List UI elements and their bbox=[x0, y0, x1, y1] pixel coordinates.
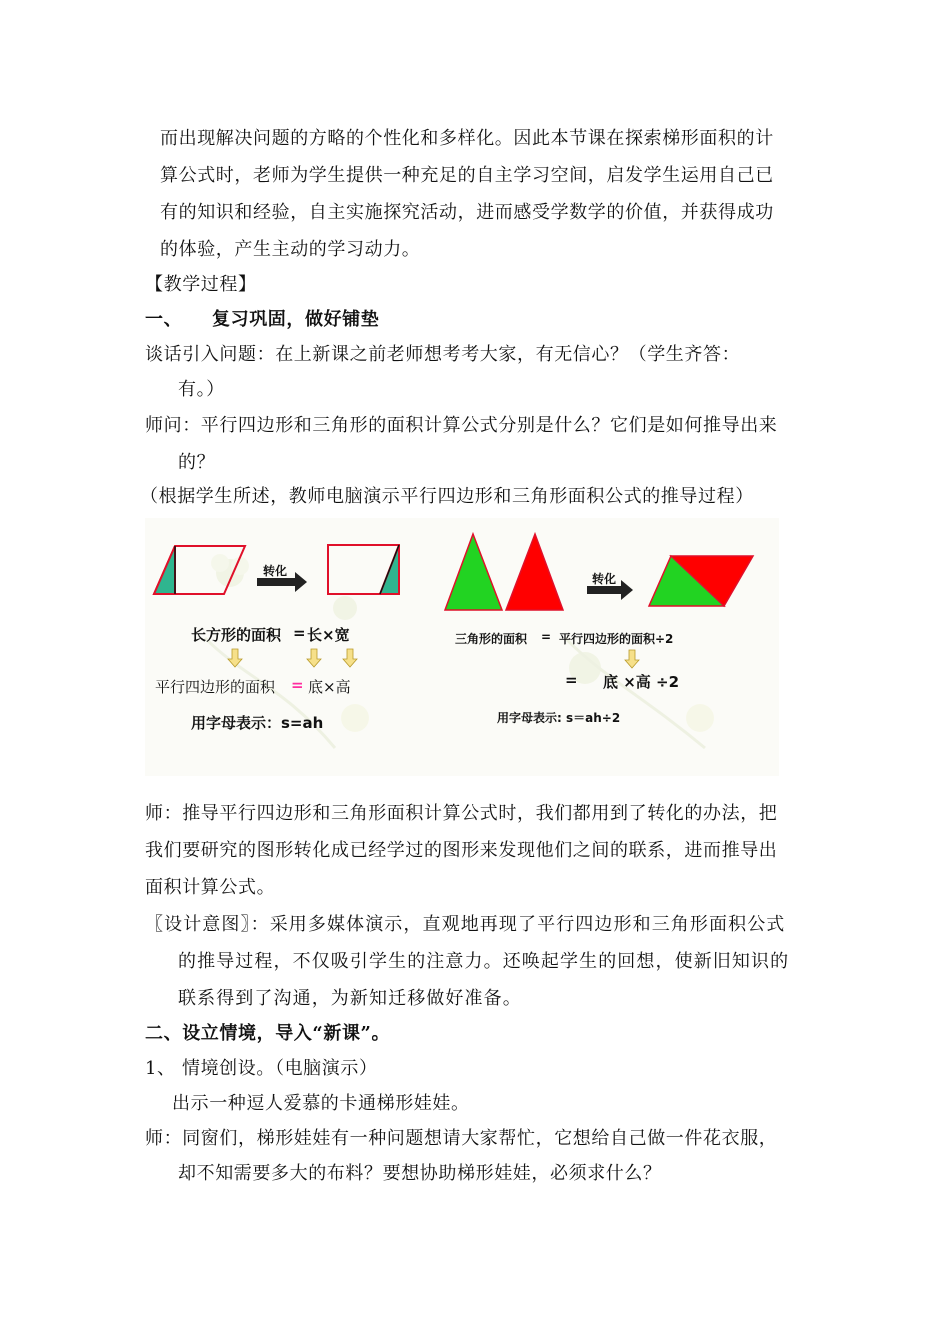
rect-formula-value: 长×宽 bbox=[307, 626, 350, 644]
design-intent-line: 联系得到了沟通，为新知迁移做好准备。 bbox=[178, 988, 522, 1009]
paragraph-line: 算公式时，老师为学生提供一种充足的自主学习空间，启发学生运用自己已 bbox=[160, 165, 774, 186]
tri-formula2-equals: = bbox=[565, 671, 578, 689]
green-triangle bbox=[445, 534, 502, 610]
heading-2: 二、设立情境，导入“新课”。 bbox=[145, 1023, 391, 1044]
paragraph-line: 我们要研究的图形转化成已经学过的图形来发现他们之间的联系，进而推导出 bbox=[145, 840, 778, 861]
paragraph-line: 师：同窗们，梯形娃娃有一种问题想请大家帮忙，它想给自己做一件花衣服， bbox=[145, 1128, 778, 1149]
transform-label-right: 转化 bbox=[592, 572, 617, 586]
tri-letter-formula: 用字母表示: s＝ah÷2 bbox=[497, 711, 621, 725]
paragraph-line: 面积计算公式。 bbox=[145, 877, 276, 898]
parallelogram-cut-triangle bbox=[154, 546, 175, 594]
tri-formula2-value: 底 ×高 ÷2 bbox=[603, 673, 680, 691]
step-1: 1、 情境创设。（电脑演示） bbox=[145, 1058, 378, 1079]
derivation-figure bbox=[145, 518, 779, 776]
paragraph-line: 有。） bbox=[178, 379, 225, 400]
transform-label-left: 转化 bbox=[263, 564, 288, 578]
heading-1-number: 一、 bbox=[145, 309, 183, 330]
para-formula-value: 底×高 bbox=[308, 678, 351, 696]
paragraph-line: 的？ bbox=[178, 452, 216, 473]
para-formula-label: 平行四边形的面积 bbox=[155, 678, 276, 696]
tri-formula-value: 平行四边形的面积÷2 bbox=[559, 632, 674, 646]
design-intent-line: 的推导过程，不仅吸引学生的注意力。还唤起学生的回想，使新旧知识的 bbox=[178, 951, 790, 972]
para-formula-equals: = bbox=[291, 676, 304, 694]
paragraph-line: 师问：平行四边形和三角形的面积计算公式分别是什么？它们是如何推导出来 bbox=[145, 415, 778, 436]
tri-formula-equals: = bbox=[541, 630, 552, 644]
paragraph-line: 有的知识和经验，自主实施探究活动，进而感受学数学的价值，并获得成功 bbox=[160, 202, 774, 223]
rect-formula-equals: = bbox=[293, 624, 306, 642]
step-1-detail: 出示一种逗人爱慕的卡通梯形娃娃。 bbox=[172, 1093, 470, 1114]
red-triangle bbox=[506, 534, 563, 610]
design-intent-line: 〖设计意图〗：采用多媒体演示，直观地再现了平行四边形和三角形面积公式 bbox=[145, 914, 786, 935]
rect-formula-label: 长方形的面积 bbox=[191, 626, 282, 644]
figure-graphics bbox=[145, 518, 779, 776]
section-heading: 【教学过程】 bbox=[145, 274, 257, 295]
tri-formula-label: 三角形的面积 bbox=[455, 632, 528, 646]
paragraph-line: 师：推导平行四边形和三角形面积计算公式时，我们都用到了转化的办法，把 bbox=[145, 803, 778, 824]
paragraph-line: 的体验，产生主动的学习动力。 bbox=[160, 239, 421, 260]
para-letter-formula: 用字母表示：s=ah bbox=[191, 714, 324, 732]
demo-note: （根据学生所述，教师电脑演示平行四边形和三角形面积公式的推导过程） bbox=[140, 486, 754, 507]
paragraph-line: 却不知需要多大的布料？要想协助梯形娃娃，必须求什么？ bbox=[178, 1163, 662, 1184]
heading-1-text: 复习巩固，做好铺垫 bbox=[212, 309, 380, 330]
paragraph-line: 谈话引入问题：在上新课之前老师想考考大家，有无信心？（学生齐答： bbox=[145, 344, 741, 365]
paragraph-line: 而出现解决问题的方略的个性化和多样化。因此本节课在探索梯形面积的计 bbox=[160, 128, 774, 149]
